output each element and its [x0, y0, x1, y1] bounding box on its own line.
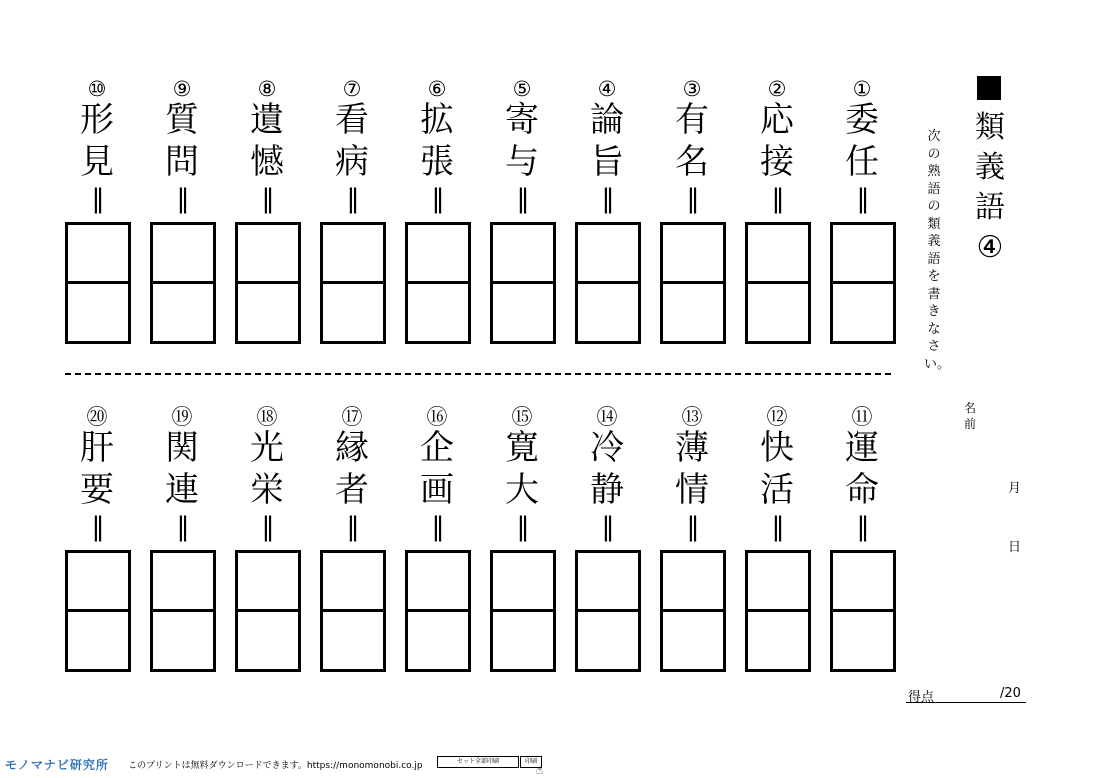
question-number: ⑤ [512, 77, 532, 101]
question-item [402, 406, 472, 686]
equals-mark: ‖ [601, 184, 613, 214]
question-item [232, 78, 302, 358]
answer-box[interactable] [745, 550, 811, 672]
question-item [657, 406, 727, 686]
answer-box[interactable] [830, 550, 896, 672]
question-kanji-1: 肝 [80, 428, 114, 468]
answer-box[interactable] [490, 550, 556, 672]
question-kanji-2: 大 [505, 470, 539, 510]
question-number: ⑲ [171, 405, 193, 429]
question-kanji-2: 問 [165, 142, 199, 182]
equals-mark: ‖ [771, 512, 783, 542]
equals-mark: ‖ [686, 184, 698, 214]
question-number: ⑱ [256, 405, 278, 429]
answer-box-divider [578, 609, 638, 612]
answer-box[interactable] [65, 550, 131, 672]
question-number: ⑯ [426, 405, 448, 429]
score-total: /20 [1000, 686, 1021, 701]
question-kanji-1: 寄 [505, 100, 539, 140]
question-kanji-2: 情 [675, 470, 709, 510]
equals-mark: ‖ [261, 184, 273, 214]
question-number: ③ [682, 77, 702, 101]
equals-mark: ‖ [856, 512, 868, 542]
question-kanji-1: 応 [760, 100, 794, 140]
equals-mark: ‖ [176, 512, 188, 542]
question-kanji-2: 画 [420, 470, 454, 510]
question-kanji-1: 冷 [590, 428, 624, 468]
question-kanji-1: 縁 [335, 428, 369, 468]
instruction-text: 次の熟語の類義語を書きなさい。 [924, 129, 951, 372]
question-kanji-1: 遺 [250, 100, 284, 140]
equals-mark: ‖ [431, 512, 443, 542]
question-number: ⑨ [172, 77, 192, 101]
question-kanji-2: 旨 [590, 142, 624, 182]
equals-mark: ‖ [91, 184, 103, 214]
answer-box-divider [663, 281, 723, 284]
answer-box-divider [748, 281, 808, 284]
question-item [827, 406, 897, 686]
question-item [147, 406, 217, 686]
score-label: 得点 [908, 690, 935, 705]
question-number: ⑥ [427, 77, 447, 101]
question-kanji-1: 拡 [420, 100, 454, 140]
question-kanji-2: 連 [165, 470, 199, 510]
score-underline [906, 702, 1026, 703]
equals-mark: ‖ [516, 512, 528, 542]
answer-box-divider [323, 609, 383, 612]
question-item [742, 406, 812, 686]
question-number: ⑳ [86, 405, 108, 429]
question-item [487, 406, 557, 686]
question-item [232, 406, 302, 686]
day-label: 日 [1008, 540, 1022, 555]
answer-box-divider [493, 281, 553, 284]
title-char: 類 [975, 110, 1005, 145]
question-kanji-1: 論 [590, 100, 624, 140]
answer-box[interactable] [235, 222, 301, 344]
question-kanji-2: 命 [845, 470, 879, 510]
equals-mark: ‖ [686, 512, 698, 542]
question-number: ⑧ [257, 77, 277, 101]
title-char: ④ [976, 230, 1004, 265]
question-kanji-2: 憾 [250, 142, 284, 182]
equals-mark: ‖ [261, 512, 273, 542]
question-number: ⑫ [766, 405, 788, 429]
answer-box-divider [833, 609, 893, 612]
question-kanji-2: 者 [335, 470, 369, 510]
question-kanji-2: 接 [760, 142, 794, 182]
question-kanji-1: 委 [845, 100, 879, 140]
question-item [572, 406, 642, 686]
question-number: ⑬ [681, 405, 703, 429]
answer-box-divider [663, 609, 723, 612]
equals-mark: ‖ [771, 184, 783, 214]
question-number: ⑪ [851, 405, 873, 429]
question-kanji-1: 薄 [675, 428, 709, 468]
equals-mark: ‖ [601, 512, 613, 542]
question-item [827, 78, 897, 358]
question-kanji-1: 形 [80, 100, 114, 140]
question-kanji-2: 与 [505, 142, 539, 182]
question-item [402, 78, 472, 358]
answer-box[interactable] [575, 550, 641, 672]
answer-box-divider [153, 281, 213, 284]
question-kanji-1: 光 [250, 428, 284, 468]
question-item [657, 78, 727, 358]
title-char: 義 [975, 150, 1005, 185]
question-item [317, 78, 387, 358]
print-set-button[interactable]: セット全部印刷 [437, 756, 519, 768]
question-item [572, 78, 642, 358]
question-number: ② [767, 77, 787, 101]
question-kanji-2: 要 [80, 470, 114, 510]
month-label: 月 [1008, 481, 1022, 496]
question-kanji-2: 静 [590, 470, 624, 510]
question-item [62, 406, 132, 686]
title-char: 語 [975, 190, 1005, 225]
question-item [742, 78, 812, 358]
question-kanji-1: 運 [845, 428, 879, 468]
question-number: ⑮ [511, 405, 533, 429]
answer-box-divider [68, 609, 128, 612]
question-kanji-1: 企 [420, 428, 454, 468]
question-item [147, 78, 217, 358]
print-button[interactable]: 印刷 [520, 756, 542, 768]
question-number: ⑩ [87, 77, 107, 101]
answer-box[interactable] [405, 550, 471, 672]
answer-box-divider [833, 281, 893, 284]
answer-box[interactable] [150, 550, 216, 672]
answer-box[interactable] [65, 222, 131, 344]
worksheet-title [972, 108, 1008, 268]
footer-text: このプリントは無料ダウンロードできます。https://monomonobi.co.jp [128, 761, 423, 771]
equals-mark: ‖ [346, 184, 358, 214]
answer-box[interactable] [320, 550, 386, 672]
question-kanji-2: 張 [420, 142, 454, 182]
equals-mark: ‖ [431, 184, 443, 214]
answer-box-divider [408, 281, 468, 284]
title-square-icon [977, 76, 1001, 100]
question-kanji-1: 質 [165, 100, 199, 140]
answer-box[interactable] [830, 222, 896, 344]
answer-box[interactable] [405, 222, 471, 344]
question-item [62, 78, 132, 358]
answer-box[interactable] [660, 550, 726, 672]
name-label: 名前 [963, 401, 976, 431]
equals-mark: ‖ [856, 184, 868, 214]
question-item [487, 78, 557, 358]
answer-box[interactable] [575, 222, 641, 344]
hand-cursor-icon: ☝ [536, 763, 544, 777]
answer-box-divider [578, 281, 638, 284]
question-kanji-1: 有 [675, 100, 709, 140]
question-item [317, 406, 387, 686]
question-kanji-1: 快 [760, 428, 794, 468]
answer-box-divider [408, 609, 468, 612]
question-kanji-2: 見 [80, 142, 114, 182]
footer-logo[interactable]: モノマナビ研究所 [5, 758, 109, 772]
question-kanji-2: 名 [675, 142, 709, 182]
answer-box[interactable] [660, 222, 726, 344]
question-kanji-2: 病 [335, 142, 369, 182]
question-number: ① [852, 77, 872, 101]
answer-box-divider [153, 609, 213, 612]
answer-box-divider [748, 609, 808, 612]
answer-box[interactable] [745, 222, 811, 344]
question-number: ④ [597, 77, 617, 101]
answer-box[interactable] [150, 222, 216, 344]
answer-box-divider [238, 609, 298, 612]
answer-box-divider [68, 281, 128, 284]
question-kanji-1: 関 [165, 428, 199, 468]
question-kanji-2: 栄 [250, 470, 284, 510]
divider-dashed-line [65, 373, 891, 375]
answer-box-divider [238, 281, 298, 284]
question-kanji-1: 寛 [505, 428, 539, 468]
question-kanji-2: 任 [845, 142, 879, 182]
answer-box[interactable] [320, 222, 386, 344]
question-number: ⑰ [341, 405, 363, 429]
question-kanji-2: 活 [760, 470, 794, 510]
answer-box[interactable] [490, 222, 556, 344]
answer-box[interactable] [235, 550, 301, 672]
equals-mark: ‖ [516, 184, 528, 214]
question-kanji-1: 看 [335, 100, 369, 140]
equals-mark: ‖ [176, 184, 188, 214]
answer-box-divider [493, 609, 553, 612]
answer-box-divider [323, 281, 383, 284]
question-number: ⑭ [596, 405, 618, 429]
equals-mark: ‖ [346, 512, 358, 542]
equals-mark: ‖ [91, 512, 103, 542]
question-number: ⑦ [342, 77, 362, 101]
